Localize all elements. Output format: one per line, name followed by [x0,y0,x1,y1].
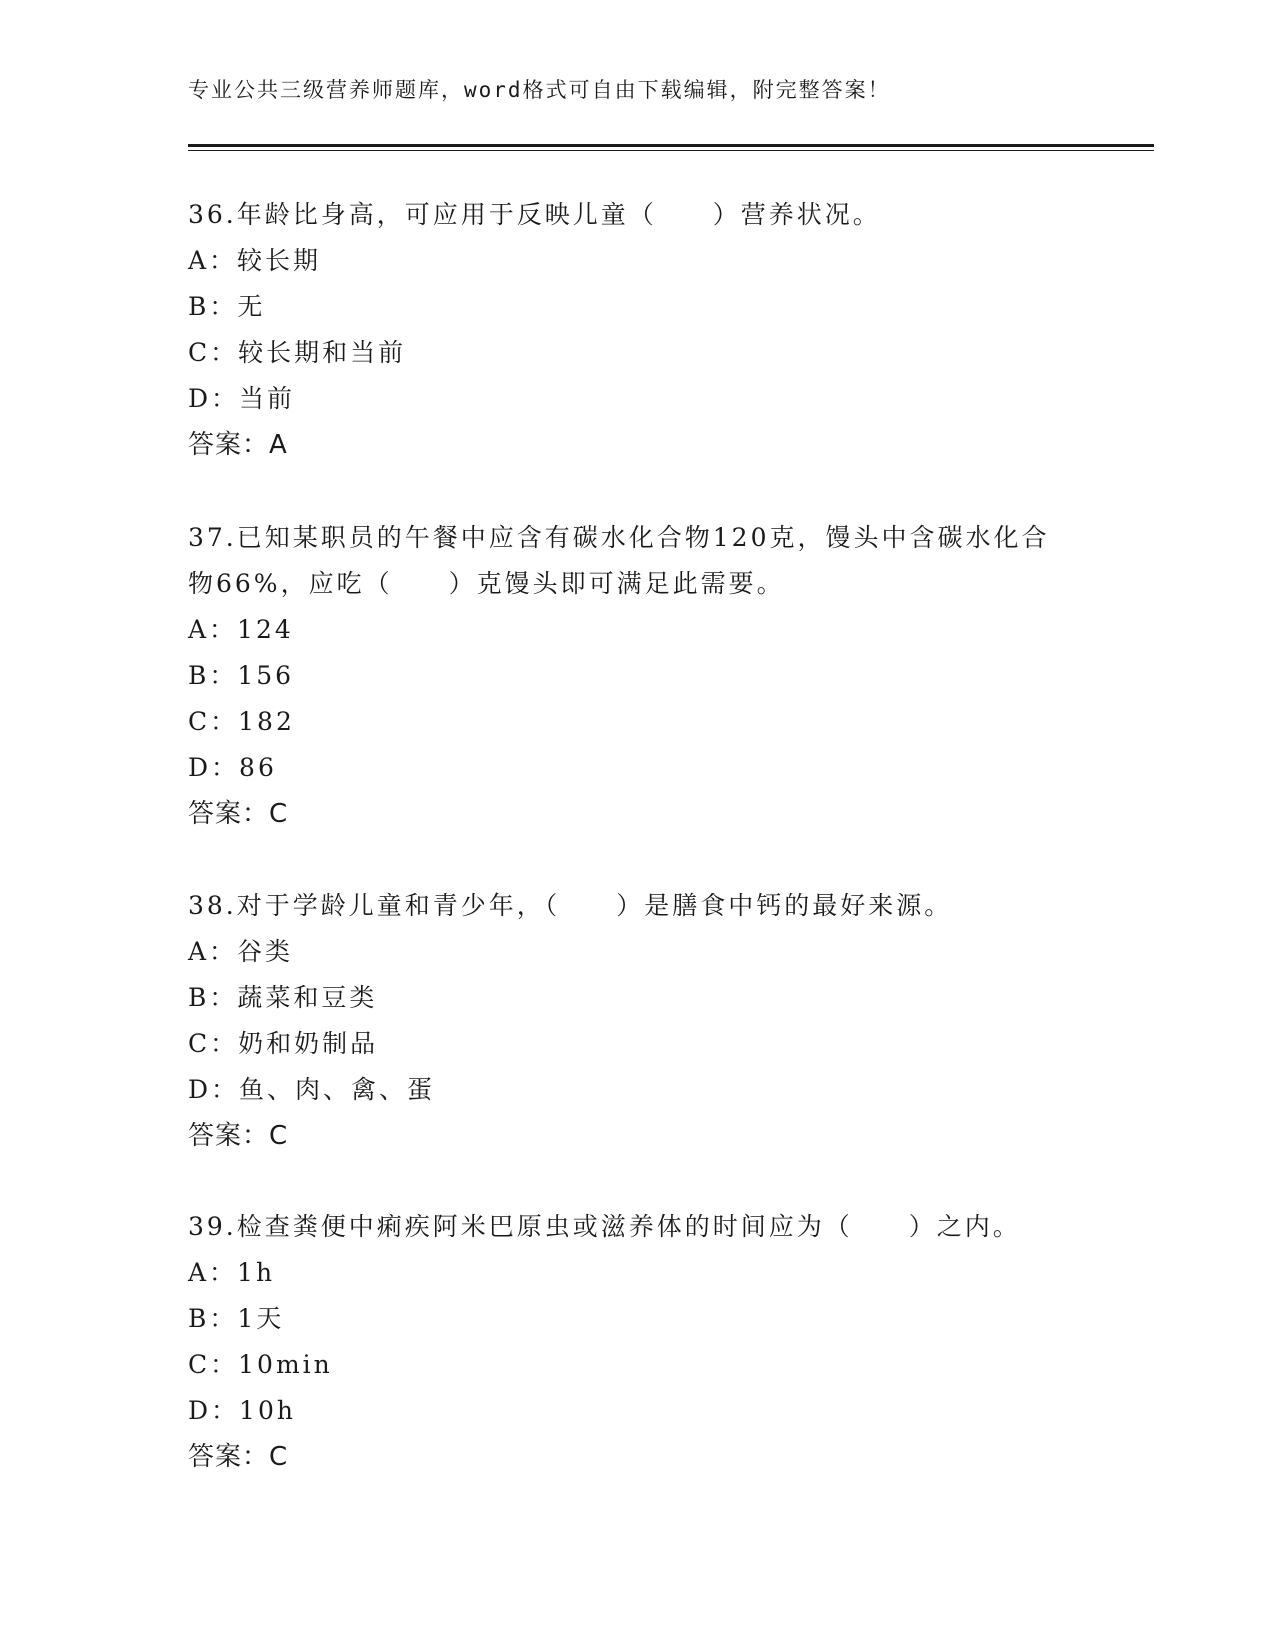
question-38 [188,883,1088,1159]
answer-line: 答案：C [188,1121,289,1151]
option-c: C：10min [188,1350,333,1379]
question-stem: 36.年龄比身高，可应用于反映儿童（ ）营养状况。 [188,200,881,229]
question-stem: 37.已知某职员的午餐中应含有碳水化合物120克，馒头中含碳水化合 [188,523,1050,552]
option-a: A：谷类 [188,937,294,966]
option-b: B：无 [188,292,266,321]
option-b: B：1天 [188,1304,285,1333]
question-stem: 38.对于学龄儿童和青少年，（ ）是膳食中钙的最好来源。 [188,891,953,920]
option-d: D：鱼、肉、禽、蛋 [188,1075,436,1104]
answer-line: 答案：A [188,430,288,460]
header-rule-thin [188,150,1154,151]
header-rule-thick [188,144,1154,147]
answer-line: 答案：C [188,799,289,829]
option-c: C：奶和奶制品 [188,1029,379,1058]
question-stem-continued: 物66%，应吃（ ）克馒头即可满足此需要。 [188,569,785,598]
question-39 [188,1204,1088,1480]
question-37 [188,515,1088,837]
option-d: D：10h [188,1396,296,1425]
option-c: C：182 [188,707,295,736]
option-a: A：1h [188,1258,276,1287]
option-b: B：156 [188,661,295,690]
option-d: D：当前 [188,384,296,413]
question-stem: 39.检查粪便中痢疾阿米巴原虫或滋养体的时间应为（ ）之内。 [188,1212,1021,1241]
question-36 [188,192,1088,468]
option-b: B：蔬菜和豆类 [188,983,378,1012]
answer-line: 答案：C [188,1442,289,1472]
option-d: D：86 [188,753,277,782]
page-header: 专业公共三级营养师题库，word格式可自由下载编辑，附完整答案！ [188,78,891,102]
option-c: C：较长期和当前 [188,338,407,367]
option-a: A：124 [188,615,294,644]
option-a: A：较长期 [188,246,322,275]
